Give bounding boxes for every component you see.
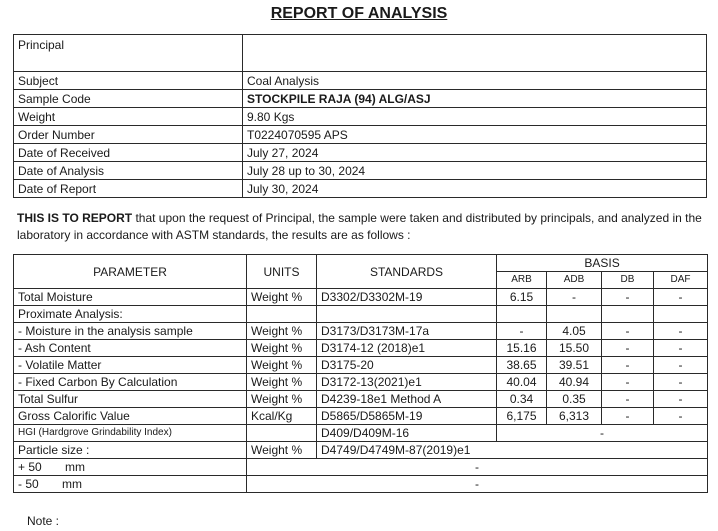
note-label: Note : [27, 514, 60, 528]
header-db: DB [602, 272, 654, 289]
info-label: Date of Analysis [14, 162, 243, 180]
info-label: Date of Report [14, 180, 243, 198]
standard-cell: D3173/D3173M-17a [317, 323, 497, 340]
info-label: Order Number [14, 126, 243, 144]
adb-cell: 4.05 [547, 323, 602, 340]
header-arb: ARB [497, 272, 547, 289]
adb-cell: 0.35 [547, 391, 602, 408]
adb-cell: 40.94 [547, 374, 602, 391]
standard-cell: D3302/D3302M-19 [317, 289, 497, 306]
table-row [14, 459, 708, 476]
info-row-principal [14, 35, 707, 72]
info-row [14, 72, 707, 90]
units-cell: Weight % [247, 374, 317, 391]
particle-size-value: - [247, 476, 708, 493]
info-row [14, 108, 707, 126]
parameter-cell: HGI (Hardgrove Grindability Index) [14, 425, 247, 442]
info-value: T0224070595 APS [243, 126, 707, 144]
arb-cell: 15.16 [497, 340, 547, 357]
db-cell: - [602, 340, 654, 357]
standard-cell: D3172-13(2021)e1 [317, 374, 497, 391]
daf-cell: - [654, 357, 708, 374]
units-cell: Weight % [247, 323, 317, 340]
table-row [14, 442, 708, 459]
parameter-cell: - Fixed Carbon By Calculation [14, 374, 247, 391]
info-row [14, 144, 707, 162]
table-row [14, 476, 708, 493]
info-value: 9.80 Kgs [243, 108, 707, 126]
arb-cell: 6.15 [497, 289, 547, 306]
adb-cell: 15.50 [547, 340, 602, 357]
results-table [13, 254, 708, 493]
report-title: REPORT OF ANALYSIS [270, 5, 448, 22]
units-cell: Weight % [247, 289, 317, 306]
arb-cell: 6,175 [497, 408, 547, 425]
header-parameter: PARAMETER [14, 255, 247, 289]
units-cell: Weight % [247, 442, 317, 459]
daf-cell: - [654, 391, 708, 408]
particle-size-label: + 50 mm [14, 459, 247, 476]
table-row [14, 306, 708, 323]
db-cell: - [602, 323, 654, 340]
header-standards: STANDARDS [317, 255, 497, 289]
standard-cell: D4239-18e1 Method A [317, 391, 497, 408]
info-label: Subject [14, 72, 243, 90]
statement-text: that upon the request of Principal, the sample were taken and distributed by principals, and analyzed in the laboratory in accordance with ASTM standards, the results are as follows : [17, 211, 702, 242]
parameter-cell: Total Sulfur [14, 391, 247, 408]
statement-lead: THIS IS TO REPORT [17, 211, 133, 225]
daf-cell: - [654, 408, 708, 425]
arb-cell: 40.04 [497, 374, 547, 391]
info-row [14, 126, 707, 144]
adb-cell: 6,313 [547, 408, 602, 425]
standard-cell: D3174-12 (2018)e1 [317, 340, 497, 357]
header-adb: ADB [547, 272, 602, 289]
parameter-cell: - Moisture in the analysis sample [14, 323, 247, 340]
parameter-cell: Total Moisture [14, 289, 247, 306]
particle-size-label: - 50 mm [14, 476, 247, 493]
info-label: Principal [14, 35, 243, 72]
standard-cell: D4749/D4749M-87(2019)e1 [317, 442, 708, 459]
info-value: STOCKPILE RAJA (94) ALG/ASJ [243, 90, 707, 108]
header-daf: DAF [654, 272, 708, 289]
info-value: Coal Analysis [243, 72, 707, 90]
table-row [14, 323, 708, 340]
arb-cell: - [497, 323, 547, 340]
db-cell: - [602, 289, 654, 306]
standard-cell: D3175-20 [317, 357, 497, 374]
daf-cell: - [654, 340, 708, 357]
particle-size-value: - [247, 459, 708, 476]
arb-cell: 38.65 [497, 357, 547, 374]
info-row [14, 90, 707, 108]
info-label: Weight [14, 108, 243, 126]
table-row [14, 408, 708, 425]
units-cell: Weight % [247, 357, 317, 374]
parameter-cell: Gross Calorific Value [14, 408, 247, 425]
standard-cell: D5865/D5865M-19 [317, 408, 497, 425]
hgi-value-cell: - [497, 425, 708, 442]
table-row [14, 374, 708, 391]
table-row [14, 357, 708, 374]
info-label: Date of Received [14, 144, 243, 162]
units-cell [247, 425, 317, 442]
header-basis: BASIS [497, 255, 708, 272]
info-row [14, 162, 707, 180]
db-cell: - [602, 408, 654, 425]
parameter-cell: - Ash Content [14, 340, 247, 357]
header-units: UNITS [247, 255, 317, 289]
header-row [14, 255, 708, 272]
sample-info-table [13, 34, 707, 198]
table-row [14, 425, 708, 442]
info-label: Sample Code [14, 90, 243, 108]
parameter-cell: - Volatile Matter [14, 357, 247, 374]
units-cell: Kcal/Kg [247, 408, 317, 425]
adb-cell: - [547, 289, 602, 306]
daf-cell: - [654, 374, 708, 391]
daf-cell: - [654, 323, 708, 340]
info-value: July 28 up to 30, 2024 [243, 162, 707, 180]
db-cell: - [602, 357, 654, 374]
table-row [14, 289, 708, 306]
units-cell: Weight % [247, 391, 317, 408]
section-label: Proximate Analysis: [14, 306, 247, 323]
daf-cell: - [654, 289, 708, 306]
db-cell: - [602, 391, 654, 408]
info-row [14, 180, 707, 198]
arb-cell: 0.34 [497, 391, 547, 408]
adb-cell: 39.51 [547, 357, 602, 374]
report-statement [17, 210, 707, 244]
units-cell: Weight % [247, 340, 317, 357]
table-row [14, 391, 708, 408]
info-value: July 30, 2024 [243, 180, 707, 198]
standard-cell: D409/D409M-16 [317, 425, 497, 442]
info-value: July 27, 2024 [243, 144, 707, 162]
table-row [14, 340, 708, 357]
info-value [243, 35, 707, 72]
db-cell: - [602, 374, 654, 391]
parameter-cell: Particle size : [14, 442, 247, 459]
